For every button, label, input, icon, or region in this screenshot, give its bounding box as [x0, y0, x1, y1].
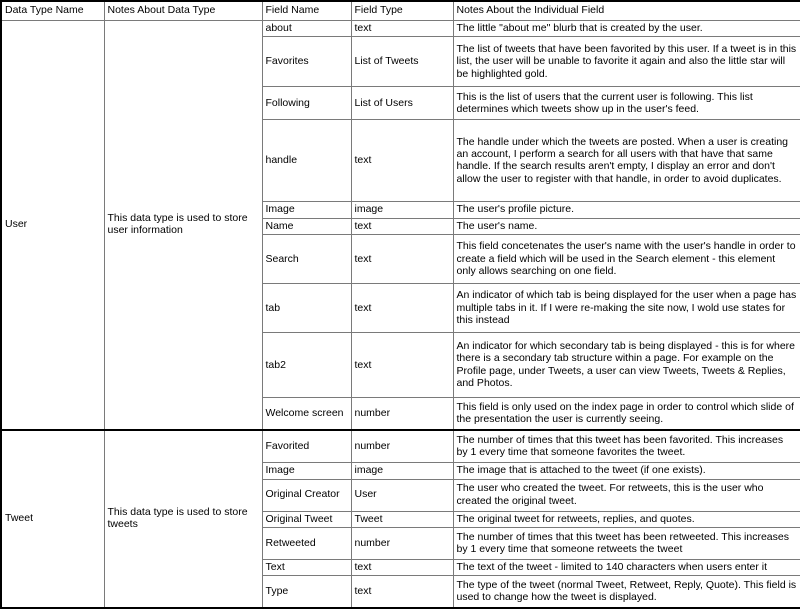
field-type-cell: number	[351, 398, 453, 430]
field-type-cell: text	[351, 218, 453, 234]
field-type-cell: List of Users	[351, 87, 453, 120]
field-type-cell: number	[351, 430, 453, 463]
field-type-cell: text	[351, 284, 453, 333]
field-name-cell: Name	[262, 218, 351, 234]
field-name-cell: Following	[262, 87, 351, 120]
field-type-cell: text	[351, 120, 453, 202]
column-header-notes-about-individual-field: Notes About the Individual Field	[453, 1, 800, 21]
column-header-field-name: Field Name	[262, 1, 351, 21]
field-note-cell: The text of the tweet - limited to 140 characters when users enter it	[453, 560, 800, 576]
field-note-cell: An indicator for which secondary tab is being displayed - this is for where there is a secondary tab structure within a page. For example on the Profile page, under Tweets, a user can view Tweets, Tweets & Replies, and Photos.	[453, 333, 800, 398]
field-name-cell: handle	[262, 120, 351, 202]
field-name-cell: Retweeted	[262, 528, 351, 560]
table-body	[1, 21, 800, 608]
field-type-cell: image	[351, 463, 453, 479]
field-name-cell: Image	[262, 202, 351, 218]
field-note-cell: This field is only used on the index page in order to control which slide of the presentation the user is currently seeing.	[453, 398, 800, 430]
data-type-note-cell: This data type is used to store user information	[104, 21, 262, 430]
header-row	[1, 1, 800, 21]
data-type-name-cell: Tweet	[1, 430, 104, 608]
field-type-cell: number	[351, 528, 453, 560]
field-name-cell: Image	[262, 463, 351, 479]
field-note-cell: The number of times that this tweet has been favorited. This increases by 1 every time that someone favorites the tweet.	[453, 430, 800, 463]
field-name-cell: about	[262, 21, 351, 37]
data-type-name-cell: User	[1, 21, 104, 430]
field-name-cell: Welcome screen	[262, 398, 351, 430]
field-type-cell: Tweet	[351, 511, 453, 527]
field-name-cell: Original Tweet	[262, 511, 351, 527]
field-name-cell: Favorited	[262, 430, 351, 463]
field-note-cell: The user's name.	[453, 218, 800, 234]
field-type-cell: text	[351, 235, 453, 284]
field-type-cell: List of Tweets	[351, 37, 453, 87]
field-note-cell: The handle under which the tweets are posted. When a user is creating an account, I perform a search for all users with that have that same handle. If the search results aren't empty, I display an error and don't allow the user to register with that handle, in order to avoid duplicates.	[453, 120, 800, 202]
field-note-cell: The image that is attached to the tweet (if one exists).	[453, 463, 800, 479]
field-name-cell: Original Creator	[262, 479, 351, 511]
table-row	[1, 21, 800, 37]
field-note-cell: An indicator of which tab is being displayed for the user when a page has multiple tabs in it. If I were re-making the site now, I wold use states for this instead	[453, 284, 800, 333]
field-name-cell: tab2	[262, 333, 351, 398]
field-note-cell: The number of times that this tweet has been retweeted. This increases by 1 every time that someone retweets the tweet	[453, 528, 800, 560]
field-name-cell: Search	[262, 235, 351, 284]
field-note-cell: The user's profile picture.	[453, 202, 800, 218]
table-header	[1, 1, 800, 21]
field-type-cell: text	[351, 560, 453, 576]
field-note-cell: This field concetenates the user's name with the user's handle in order to create a field which will be used in the Search element - this element only allows searching on one field.	[453, 235, 800, 284]
table-row	[1, 430, 800, 463]
field-note-cell: The original tweet for retweets, replies, and quotes.	[453, 511, 800, 527]
field-type-cell: text	[351, 21, 453, 37]
field-note-cell: The type of the tweet (normal Tweet, Retweet, Reply, Quote). This field is used to change how the tweet is displayed.	[453, 576, 800, 608]
field-name-cell: Text	[262, 560, 351, 576]
column-header-data-type-name: Data Type Name	[1, 1, 104, 21]
field-name-cell: Favorites	[262, 37, 351, 87]
data-type-note-cell: This data type is used to store tweets	[104, 430, 262, 608]
field-type-cell: text	[351, 333, 453, 398]
field-type-cell: User	[351, 479, 453, 511]
field-type-cell: image	[351, 202, 453, 218]
field-note-cell: The little "about me" blurb that is created by the user.	[453, 21, 800, 37]
field-note-cell: This is the list of users that the current user is following. This list determines which tweets show up in the user's feed.	[453, 87, 800, 120]
column-header-notes-about-data-type: Notes About Data Type	[104, 1, 262, 21]
field-note-cell: The list of tweets that have been favorited by this user. If a tweet is in this list, the user will be unable to favorite it again and also the little star will be highlighted gold.	[453, 37, 800, 87]
column-header-field-type: Field Type	[351, 1, 453, 21]
field-note-cell: The user who created the tweet. For retweets, this is the user who created the original tweet.	[453, 479, 800, 511]
field-type-cell: text	[351, 576, 453, 608]
field-name-cell: tab	[262, 284, 351, 333]
field-name-cell: Type	[262, 576, 351, 608]
